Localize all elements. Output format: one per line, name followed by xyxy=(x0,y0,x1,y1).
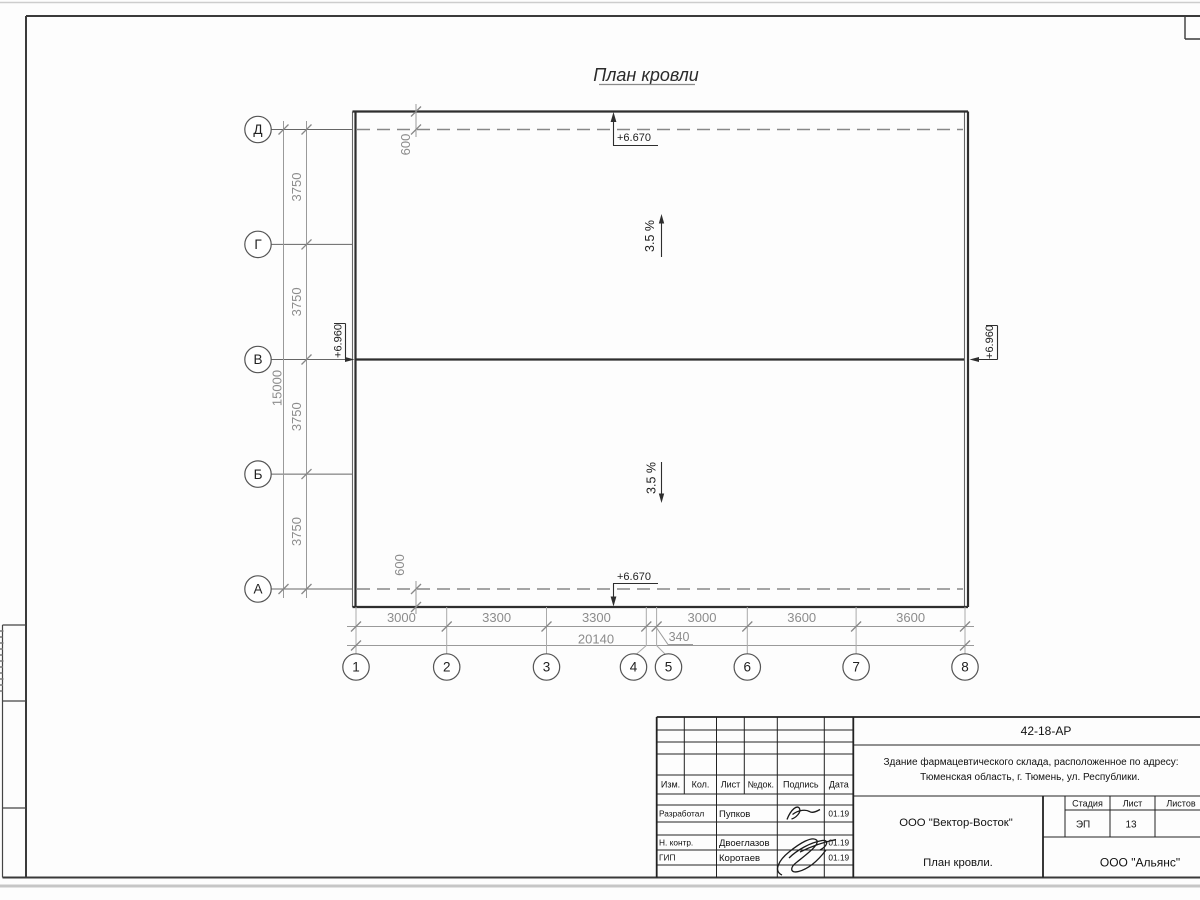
slope-bottom-label: 3.5 % xyxy=(644,462,659,494)
col-izm: Изм. xyxy=(660,779,681,790)
dim-tick-slashes xyxy=(279,107,971,651)
sheet-value: 13 xyxy=(1125,819,1137,831)
dim-lines xyxy=(284,104,975,646)
axis-label-B: Б xyxy=(253,466,263,482)
axis-label-3: 3 xyxy=(542,659,551,675)
dim-3750-3: 3750 xyxy=(289,402,304,432)
signer-date-3: 01.19 xyxy=(828,852,850,863)
axis-label-1: 1 xyxy=(352,659,360,675)
drawing-title: План кровли xyxy=(593,65,699,85)
dim-3300-2: 3300 xyxy=(581,610,611,625)
dim-3750-4: 3750 xyxy=(289,517,304,546)
col-data: Дата xyxy=(828,779,849,790)
signature-2 xyxy=(778,839,836,875)
elev-bottom-arrow xyxy=(611,597,617,607)
page-edges xyxy=(0,3,1200,887)
signer-role-1: Разработал xyxy=(659,808,705,819)
column-axis-markers xyxy=(343,654,978,680)
signature-1 xyxy=(787,807,820,819)
elev-top-arrow xyxy=(611,112,617,122)
dim-3000-1: 3000 xyxy=(386,610,416,625)
dim-600-bottom: 600 xyxy=(392,554,407,576)
elev-top-label: +6.670 xyxy=(617,132,651,144)
signer-name-3: Коротаев xyxy=(719,853,761,864)
title-block xyxy=(657,717,1200,878)
elev-bottom-leader xyxy=(613,584,658,602)
dim-15000-total: 15000 xyxy=(269,369,285,407)
doc-code: 42-18-АР xyxy=(1020,724,1072,738)
frame-border xyxy=(3,16,1200,878)
stage-value: ЭП xyxy=(1075,819,1091,831)
dim-3600-2: 3600 xyxy=(896,610,926,625)
signer-date-2: 01.19 xyxy=(828,837,850,848)
elev-ridge-left-label: +6.960 xyxy=(332,324,345,358)
signer-role-3: ГИП xyxy=(659,852,676,863)
axis-label-7: 7 xyxy=(852,659,860,675)
sheet-name: План кровли. xyxy=(923,857,993,869)
slope-top-arrowhead xyxy=(659,214,664,224)
sheet-frame xyxy=(0,16,1200,878)
client-org: ООО "Альянс" xyxy=(1099,855,1181,870)
signer-name-2: Двоеглазов xyxy=(719,838,770,849)
drawing-title-group xyxy=(593,65,699,85)
elev-bottom-label: +6.670 xyxy=(617,571,651,583)
dim-600-top: 600 xyxy=(398,133,413,156)
elev-ridge-left-arrow xyxy=(345,357,355,362)
col-list: Лист xyxy=(720,779,741,790)
axis-label-V: В xyxy=(253,352,263,368)
signer-name-1: Пупков xyxy=(719,809,751,820)
designer-org: ООО "Вектор-Восток" xyxy=(899,817,1013,829)
object-address-line1: Здание фармацевтического склада, расположенное по адресу: xyxy=(883,757,1179,768)
axis-label-D: Д xyxy=(253,122,263,138)
dim-20140-total: 20140 xyxy=(577,631,615,647)
frame-corner-box xyxy=(1185,16,1200,39)
signer-role-2: Н. контр. xyxy=(659,837,694,848)
col-ndok: №док. xyxy=(747,779,774,790)
sheet-label: Лист xyxy=(1122,798,1143,809)
slope-bottom-arrowhead xyxy=(659,494,664,504)
dim-3750-1: 3750 xyxy=(289,172,304,202)
col-kol: Кол. xyxy=(691,779,710,790)
signer-date-1: 01.19 xyxy=(828,808,850,819)
horizontal-dim-labels xyxy=(387,610,925,647)
axis-label-6: 6 xyxy=(743,659,752,675)
axis-label-A: А xyxy=(253,581,263,597)
axis-label-8: 8 xyxy=(961,659,969,675)
elev-ridge-right-arrow xyxy=(970,357,980,362)
axis-label-2: 2 xyxy=(442,659,451,675)
col-podpis: Подпись xyxy=(782,779,819,790)
dim-3600-1: 3600 xyxy=(787,610,817,625)
stage-label: Стадия xyxy=(1072,798,1103,809)
roof-outline xyxy=(353,112,969,608)
row-axis-markers xyxy=(245,116,271,602)
axis-label-5: 5 xyxy=(664,659,673,675)
extension-lines xyxy=(356,607,965,655)
axis-label-4: 4 xyxy=(629,659,638,675)
object-address-line2: Тюменская область, г. Тюмень, ул. Республики. xyxy=(920,772,1140,783)
dim-3750-2: 3750 xyxy=(289,287,304,317)
dim-340: 340 xyxy=(668,630,690,644)
frame-side-boxes xyxy=(3,625,27,878)
dim-3300-1: 3300 xyxy=(482,610,512,625)
slope-top-label: 3.5 % xyxy=(643,220,657,252)
dim-3000-2: 3000 xyxy=(687,610,717,625)
axis-label-G: Г xyxy=(254,237,262,253)
sheets-label: Листов xyxy=(1166,798,1196,809)
elev-ridge-right-label: +6.960 xyxy=(984,325,996,359)
